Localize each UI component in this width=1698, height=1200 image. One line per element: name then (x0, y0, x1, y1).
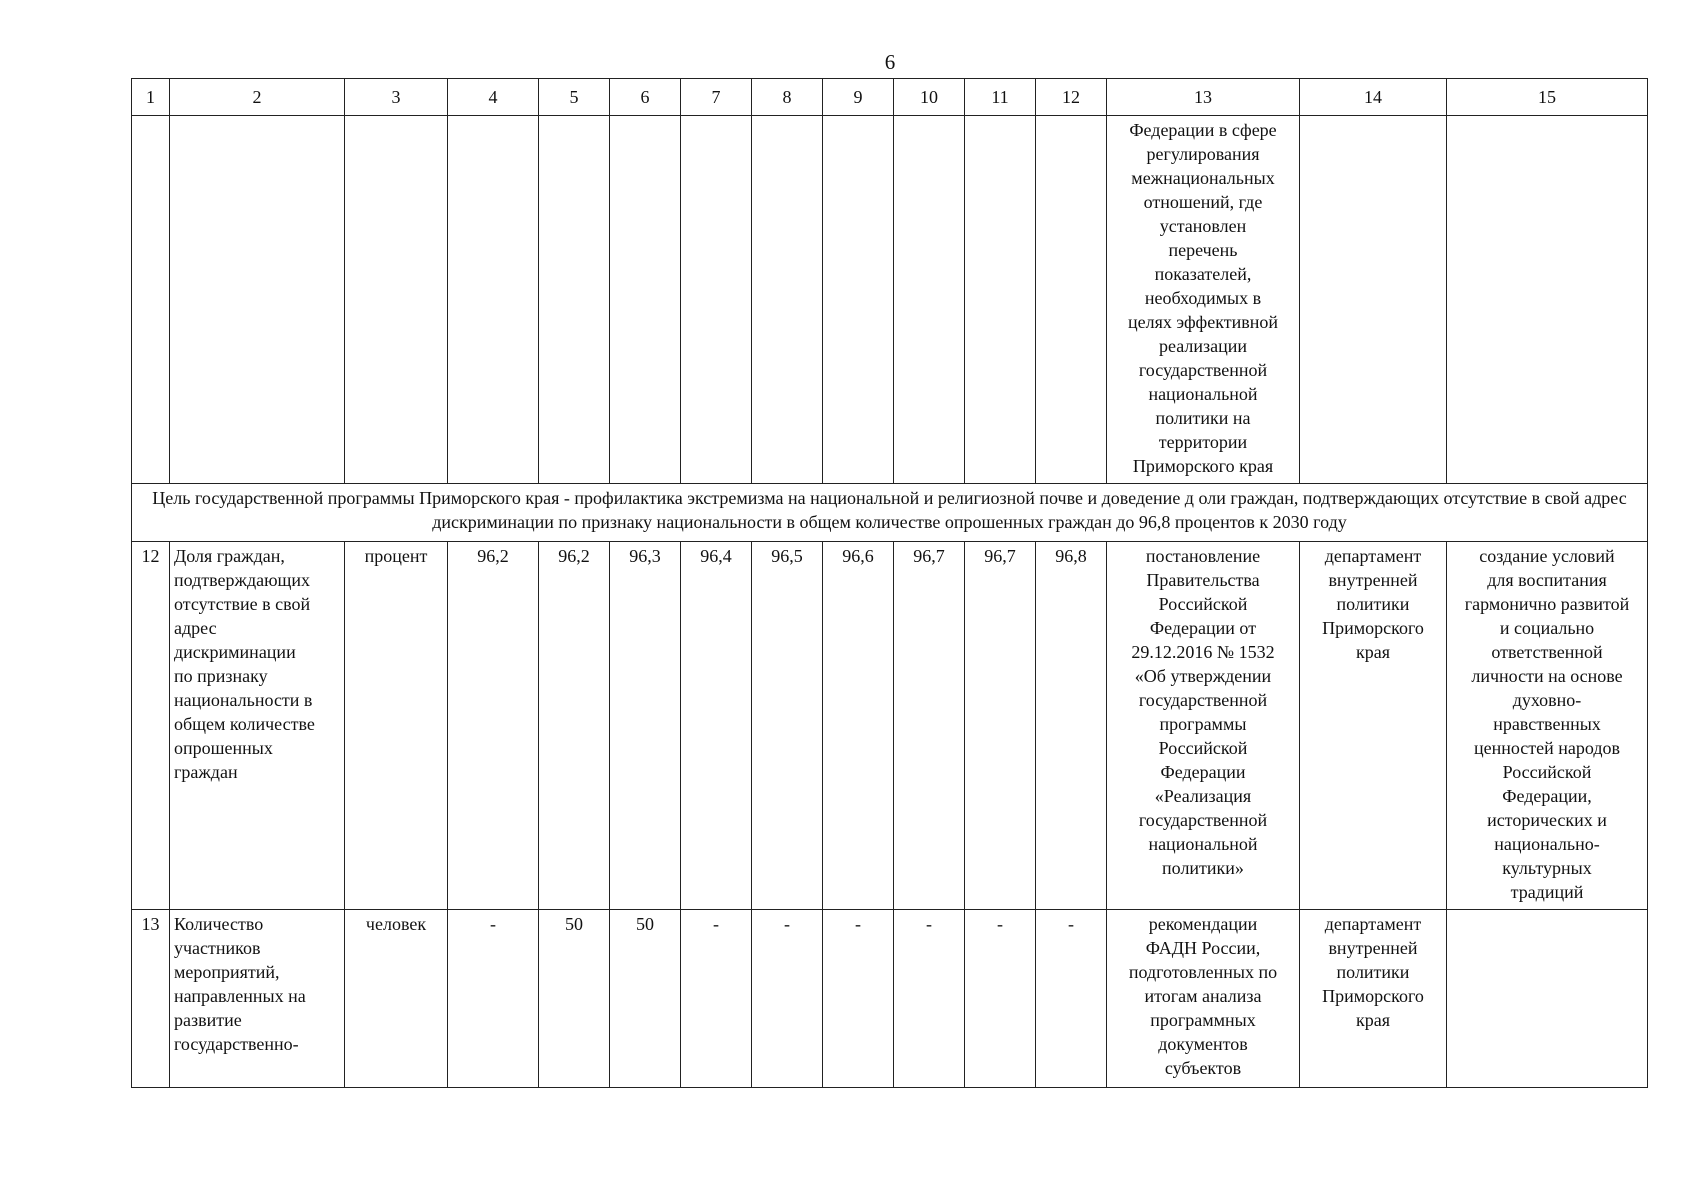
value-cell: 96,2 (448, 542, 539, 910)
value-cell: 50 (539, 910, 610, 1088)
header-cell: 2 (170, 79, 345, 116)
empty-cell (1447, 116, 1648, 484)
value-cell: 50 (610, 910, 681, 1088)
row-number: 12 (132, 542, 170, 910)
value-cell: 96,7 (894, 542, 965, 910)
header-cell: 10 (894, 79, 965, 116)
value-cell: - (448, 910, 539, 1088)
row-number: 13 (132, 910, 170, 1088)
header-cell: 7 (681, 79, 752, 116)
value-cell: 96,6 (823, 542, 894, 910)
value-cell: - (681, 910, 752, 1088)
table-row (132, 910, 1648, 1088)
page-number: 6 (884, 50, 896, 74)
document-cell: постановление Правительства Российской Федерации от 29.12.2016 № 1532 «Об утверждении государственной программы Российской Федерации «Реализация государственной национальной политики» (1107, 542, 1300, 910)
header-cell: 14 (1300, 79, 1447, 116)
empty-cell (170, 116, 345, 484)
empty-cell (823, 116, 894, 484)
header-cell: 1 (132, 79, 170, 116)
empty-cell (610, 116, 681, 484)
empty-cell (965, 116, 1036, 484)
header-cell: 5 (539, 79, 610, 116)
header-cell: 15 (1447, 79, 1648, 116)
header-cell: 3 (345, 79, 448, 116)
value-cell: - (1036, 910, 1107, 1088)
header-cell: 6 (610, 79, 681, 116)
empty-cell (448, 116, 539, 484)
empty-cell (539, 116, 610, 484)
document-cell: рекомендации ФАДН России, подготовленных по итогам анализа программных документов субъектов (1107, 910, 1300, 1088)
value-cell: 96,7 (965, 542, 1036, 910)
value-cell: 96,8 (1036, 542, 1107, 910)
indicators-table (131, 78, 1648, 1088)
link-cell: создание условий для воспитания гармонично развитой и социально ответственной личности на основе духовно- нравственных ценностей народов Российской Федерации, исторических и национально- культурных традиций (1447, 542, 1648, 910)
header-row (132, 79, 1648, 116)
header-cell: 11 (965, 79, 1036, 116)
table-row (132, 542, 1648, 910)
value-cell: - (965, 910, 1036, 1088)
responsible-cell: департамент внутренней политики Приморского края (1300, 542, 1447, 910)
header-cell: 12 (1036, 79, 1107, 116)
continuation-row (132, 116, 1648, 484)
empty-cell (894, 116, 965, 484)
value-cell: - (823, 910, 894, 1088)
value-cell: 96,4 (681, 542, 752, 910)
unit-cell: человек (345, 910, 448, 1088)
empty-cell (132, 116, 170, 484)
value-cell: 96,3 (610, 542, 681, 910)
indicator-name: Количество участников мероприятий, направленных на развитие государственно- (170, 910, 345, 1088)
unit-cell: процент (345, 542, 448, 910)
header-cell: 13 (1107, 79, 1300, 116)
goal-row (132, 484, 1648, 542)
indicator-name: Доля граждан, подтверждающих отсутствие в свой адрес дискриминации по признаку национальности в общем количестве опрошенных граждан (170, 542, 345, 910)
header-cell: 4 (448, 79, 539, 116)
link-cell (1447, 910, 1648, 1088)
header-cell: 9 (823, 79, 894, 116)
value-cell: - (894, 910, 965, 1088)
responsible-cell: департамент внутренней политики Приморского края (1300, 910, 1447, 1088)
value-cell: - (752, 910, 823, 1088)
empty-cell (681, 116, 752, 484)
header-cell: 8 (752, 79, 823, 116)
continuation-document-cell: Федерации в сфере регулирования межнациональных отношений, где установлен перечень показателей, необходимых в целях эффективной реализации государственной национальной политики на территории Приморского края (1107, 116, 1300, 484)
empty-cell (752, 116, 823, 484)
empty-cell (345, 116, 448, 484)
goal-text: Цель государственной программы Приморского края - профилактика экстремизма на национальной и религиозной почве и доведение д оли граждан, подтверждающих отсутствие в свой адрес дискриминации по признаку национальности в общем количестве опрошенных граждан до 96,8 процентов к 2030 году (132, 484, 1648, 542)
value-cell: 96,2 (539, 542, 610, 910)
empty-cell (1036, 116, 1107, 484)
empty-cell (1300, 116, 1447, 484)
value-cell: 96,5 (752, 542, 823, 910)
